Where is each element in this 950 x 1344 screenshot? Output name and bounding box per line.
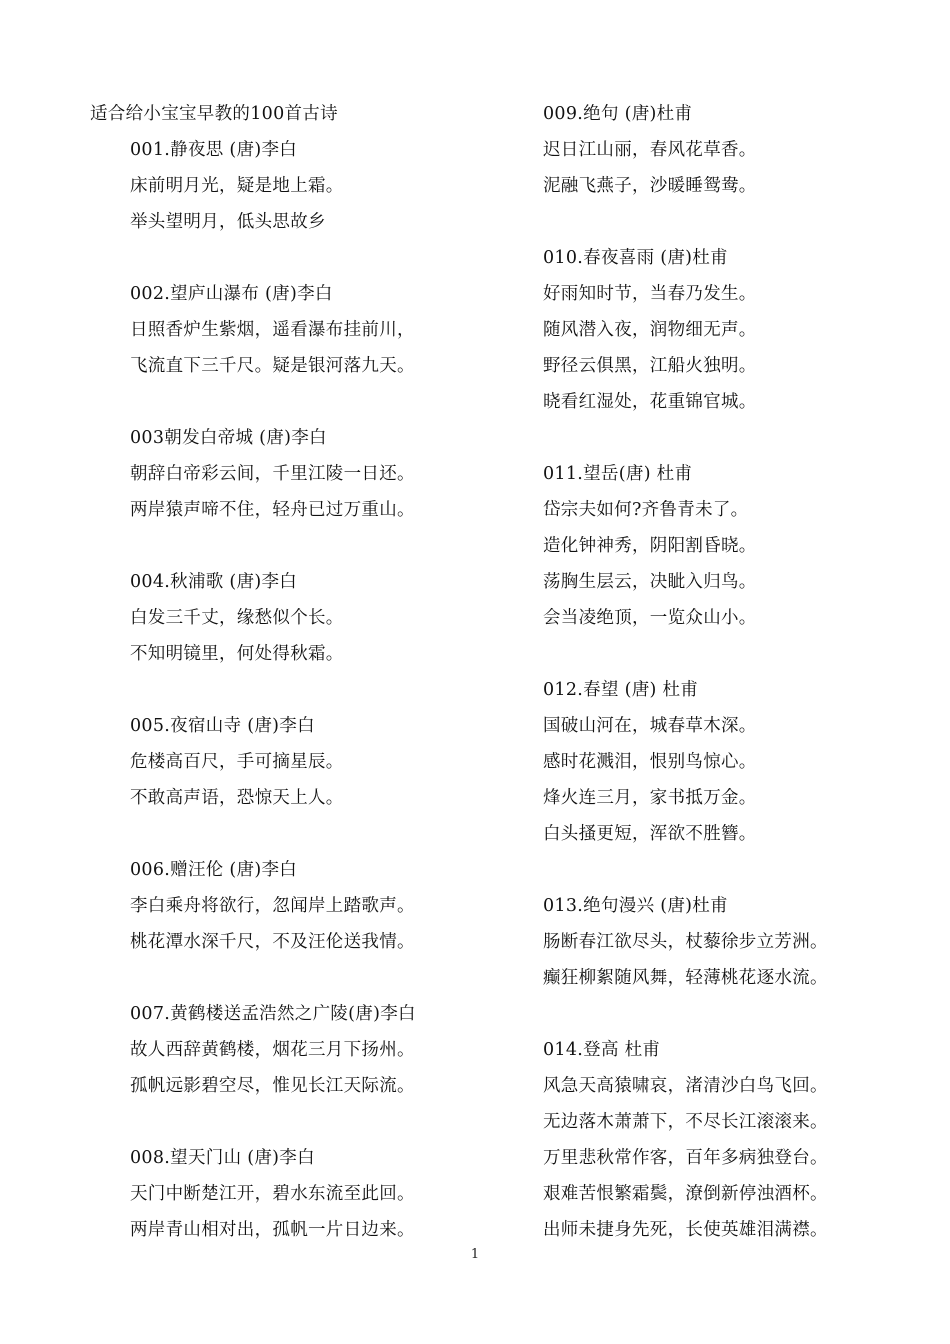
poem-spacer [90,960,510,996]
poem-line: 好雨知时节，当春乃发生。 [543,284,757,304]
poem-heading: 012.春望 (唐) 杜甫 [543,680,699,700]
poem-line: 出师未捷身先死，长使英雄泪满襟。 [543,1220,828,1240]
poem-heading: 014.登高 杜甫 [543,1040,661,1060]
right-poem-list [543,96,933,1248]
page-number: 1 [470,1247,480,1262]
poem-line: 迟日江山丽，春风花草香。 [543,140,757,160]
poem-line: 烽火连三月，家书抵万金。 [543,788,757,808]
poem-spacer [90,1104,510,1140]
poem-spacer [543,996,933,1032]
poem-line: 两岸青山相对出，孤帆一片日边来。 [130,1220,415,1240]
document-title: 适合给小宝宝早教的100首古诗 [90,104,338,124]
poem-line: 泥融飞燕子，沙暖睡鸳鸯。 [543,176,757,196]
poem-block [90,276,510,384]
poem-line: 日照香炉生紫烟，遥看瀑布挂前川， [130,320,415,340]
poem-line: 国破山河在，城春草木深。 [543,716,757,736]
poem-block [543,1032,933,1248]
poem-line: 癫狂柳絮随风舞，轻薄桃花逐水流。 [543,968,828,988]
poem-block [90,132,510,240]
poem-spacer [543,636,933,672]
poem-line: 桃花潭水深千尺，不及汪伦送我情。 [130,932,415,952]
poem-heading: 009.绝句 (唐)杜甫 [543,104,693,124]
poem-line: 晓看红湿处，花重锦官城。 [543,392,757,412]
poem-spacer [90,672,510,708]
poem-line: 万里悲秋常作客，百年多病独登台。 [543,1148,828,1168]
poem-line: 不知明镜里，何处得秋霜。 [130,644,344,664]
poem-line: 随风潜入夜，润物细无声。 [543,320,757,340]
poem-block [90,564,510,672]
poem-heading: 003朝发白帝城 (唐)李白 [130,428,327,448]
left-column [90,96,510,1248]
poem-spacer [90,240,510,276]
poem-line: 风急天高猿啸哀，渚清沙白鸟飞回。 [543,1076,828,1096]
poem-block [543,456,933,636]
poem-line: 危楼高百尺，手可摘星辰。 [130,752,344,772]
poem-block [543,240,933,420]
poem-line: 艰难苦恨繁霜鬓，潦倒新停浊酒杯。 [543,1184,828,1204]
right-column [543,96,933,1248]
poem-spacer [543,852,933,888]
poem-line: 举头望明月，低头思故乡 [130,212,326,232]
poem-heading: 011.望岳(唐) 杜甫 [543,464,693,484]
poem-line: 白头搔更短，浑欲不胜簪。 [543,824,757,844]
poem-heading: 002.望庐山瀑布 (唐)李白 [130,284,333,304]
poem-line: 两岸猿声啼不住，轻舟已过万重山。 [130,500,415,520]
poem-line: 造化钟神秀，阴阳割昏晓。 [543,536,757,556]
poem-line: 天门中断楚江开，碧水东流至此回。 [130,1184,415,1204]
poem-heading: 004.秋浦歌 (唐)李白 [130,572,298,592]
poem-line: 无边落木萧萧下，不尽长江滚滚来。 [543,1112,828,1132]
poem-heading: 010.春夜喜雨 (唐)杜甫 [543,248,728,268]
poem-line: 会当凌绝顶，一览众山小。 [543,608,757,628]
poem-heading: 005.夜宿山寺 (唐)李白 [130,716,315,736]
poem-spacer [90,384,510,420]
poem-spacer [90,528,510,564]
poem-line: 白发三千丈，缘愁似个长。 [130,608,344,628]
poem-line: 肠断春江欲尽头，杖藜徐步立芳洲。 [543,932,828,952]
poem-block [90,852,510,960]
poem-line: 飞流直下三千尺。疑是银河落九天。 [130,356,415,376]
poem-block [90,420,510,528]
poem-block [90,1140,510,1248]
poem-line: 岱宗夫如何?齐鲁青未了。 [543,500,749,520]
poem-spacer [543,420,933,456]
poem-spacer [90,816,510,852]
poem-line: 感时花溅泪，恨别鸟惊心。 [543,752,757,772]
poem-line: 孤帆远影碧空尽，惟见长江天际流。 [130,1076,415,1096]
poem-heading: 001.静夜思 (唐)李白 [130,140,298,160]
poem-block [543,888,933,996]
poem-heading: 008.望天门山 (唐)李白 [130,1148,315,1168]
poem-block [543,672,933,852]
poem-heading: 007.黄鹤楼送孟浩然之广陵(唐)李白 [130,1004,416,1024]
poem-line: 床前明月光，疑是地上霜。 [130,176,344,196]
poem-line: 野径云俱黑，江船火独明。 [543,356,757,376]
poem-block [90,996,510,1104]
poem-line: 荡胸生层云，决眦入归鸟。 [543,572,757,592]
poem-block [543,96,933,204]
poem-line: 不敢高声语，恐惊天上人。 [130,788,344,808]
poem-heading: 006.赠汪伦 (唐)李白 [130,860,298,880]
left-poem-list [90,132,510,1248]
poem-block [90,708,510,816]
poem-line: 李白乘舟将欲行，忽闻岸上踏歌声。 [130,896,415,916]
poem-line: 故人西辞黄鹤楼，烟花三月下扬州。 [130,1040,415,1060]
poem-line: 朝辞白帝彩云间，千里江陵一日还。 [130,464,415,484]
poem-heading: 013.绝句漫兴 (唐)杜甫 [543,896,728,916]
poem-spacer [543,204,933,240]
